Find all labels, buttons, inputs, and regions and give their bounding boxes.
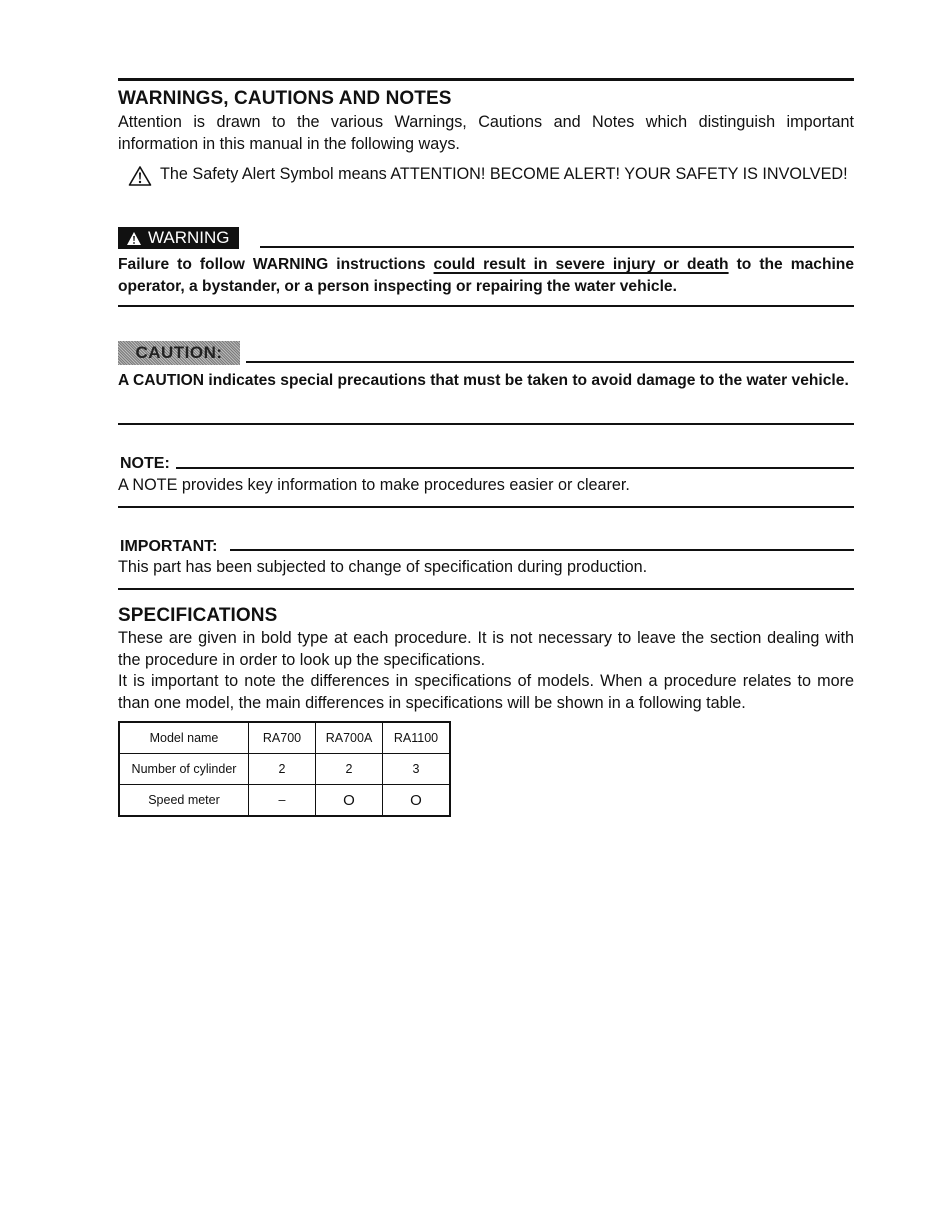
table-cell: O [316, 785, 383, 817]
specifications-heading: SPECIFICATIONS [118, 605, 278, 626]
caution-end-divider [118, 423, 854, 425]
table-cell: 2 [249, 754, 316, 785]
table-header-cell: RA700A [316, 722, 383, 754]
warning-badge [118, 227, 239, 249]
table-header-cell: RA1100 [383, 722, 451, 754]
caution-header-line [246, 361, 854, 363]
warning-emphasis: could result in severe injury or death [433, 256, 729, 273]
note-text: A NOTE provides key information to make procedures easier or clearer. [118, 476, 630, 494]
table-header-cell: Model name [119, 722, 249, 754]
table-cell: 2 [316, 754, 383, 785]
table-row [119, 785, 450, 817]
note-end-divider [118, 506, 854, 508]
important-header-line [230, 549, 854, 551]
warning-header-line [260, 246, 854, 248]
table-header-row [119, 722, 450, 754]
table-row [119, 754, 450, 785]
table-cell: Speed meter [119, 785, 249, 817]
note-label: NOTE: [120, 455, 170, 472]
caution-text: A CAUTION indicates special precautions that must be taken to avoid damage to the water vehicle. [118, 372, 849, 389]
table-cell: O [383, 785, 451, 817]
warnings-heading: WARNINGS, CAUTIONS AND NOTES [118, 88, 452, 109]
caution-badge: CAUTION: [118, 341, 240, 365]
warning-text: Failure to follow WARNING instructions could result in severe injury or death to the machine operator, a bystander, or a person inspecting or repairing the water vehicle. [118, 256, 855, 295]
safety-alert-icon [128, 165, 152, 193]
warning-label: WARNING [148, 228, 230, 247]
warning-end-divider [118, 305, 854, 307]
table-header-cell: RA700 [249, 722, 316, 754]
table-cell: – [249, 785, 316, 817]
important-text: This part has been subjected to change of specification during production. [118, 558, 648, 576]
safety-alert-statement [128, 163, 854, 185]
table-cell: Number of cylinder [119, 754, 249, 785]
intro-paragraph: Attention is drawn to the various Warnings, Cautions and Notes which distinguish important information in this manual in the following ways. [118, 113, 854, 153]
important-label: IMPORTANT: [120, 538, 218, 555]
specifications-paragraph-2: It is important to note the differences in specifications of models. When a procedure relates to more than one model, the main differences in specifications will be shown in a following table. [118, 672, 854, 712]
model-spec-table [118, 721, 451, 817]
note-header-line [176, 467, 854, 469]
top-divider [118, 78, 854, 81]
table-cell: 3 [383, 754, 451, 785]
warning-triangle-icon [126, 231, 142, 246]
specifications-paragraph-1: These are given in bold type at each procedure. It is not necessary to leave the section dealing with the procedure in order to look up the specifications. [118, 629, 854, 669]
important-end-divider [118, 588, 854, 590]
safety-alert-text: The Safety Alert Symbol means ATTENTION! BECOME ALERT! YOUR SAFETY IS INVOLVED! [160, 165, 848, 183]
